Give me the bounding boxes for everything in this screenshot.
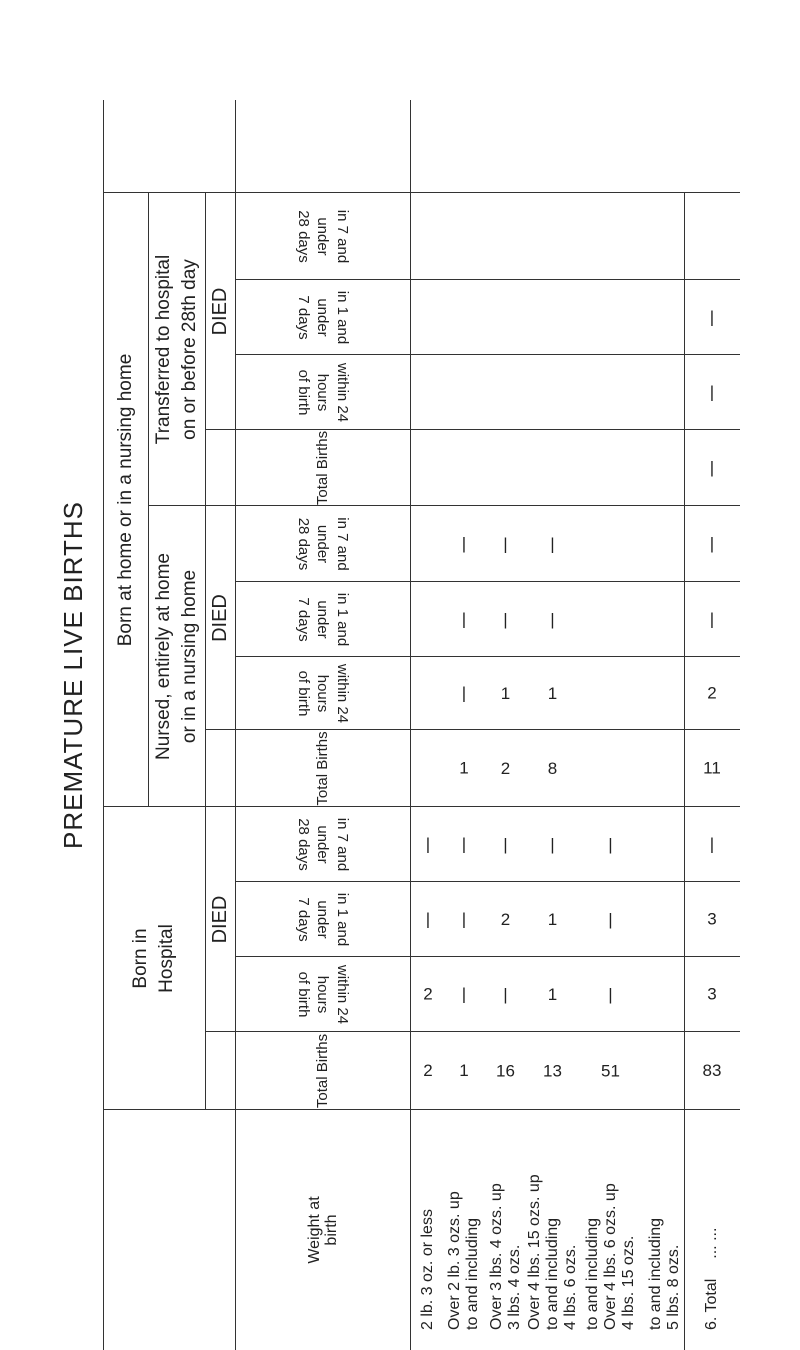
total-cell bbox=[669, 209, 756, 265]
weight-row-line: to and including bbox=[646, 1217, 664, 1330]
subheader-text: Total Births bbox=[313, 1033, 331, 1109]
subheader-text: within 24 hours bbox=[314, 663, 351, 724]
subheader-text: in 1 and under bbox=[314, 290, 351, 345]
table-cell: 51 bbox=[601, 1061, 620, 1080]
table-cell bbox=[573, 283, 648, 352]
subheader-text: of birth bbox=[294, 971, 312, 1018]
total-label: 6. Total bbox=[703, 1278, 720, 1330]
total-cell: 3 bbox=[707, 909, 717, 929]
table-cell: 16 bbox=[496, 1061, 515, 1080]
subheader-total bbox=[235, 1032, 410, 1110]
weight-row-line: 5 lbs. 8 ozs. bbox=[664, 1244, 682, 1330]
total-cell: | bbox=[709, 458, 715, 477]
weight-row-label bbox=[525, 1120, 579, 1330]
weight-row-line: 4 lbs. 15 ozs. bbox=[619, 1235, 637, 1330]
rule-right bbox=[103, 192, 740, 193]
table-cell: | bbox=[550, 609, 555, 629]
subheader-text: Total Births bbox=[313, 731, 331, 806]
subheader-total bbox=[235, 730, 410, 807]
table-cell: 1 bbox=[547, 909, 558, 929]
rule-column bbox=[205, 429, 740, 430]
total-row-label bbox=[684, 1120, 740, 1330]
weight-row-line: 3 lbs. 4 ozs. bbox=[505, 1244, 523, 1330]
table-cell: | bbox=[461, 909, 467, 929]
subheader-text: of birth bbox=[294, 670, 312, 717]
weight-row-line: to and including bbox=[464, 1217, 481, 1330]
subheader-text: 7 days bbox=[294, 597, 312, 642]
table-cell: | bbox=[461, 534, 467, 553]
weight-row-label bbox=[410, 1120, 446, 1330]
died-label: DIED bbox=[208, 895, 231, 944]
rule-died bbox=[205, 193, 206, 1110]
died-label: DIED bbox=[208, 287, 231, 336]
subheader-text: in 7 and under bbox=[314, 517, 351, 571]
table-cell: | bbox=[461, 834, 467, 854]
subheader-text: in 7 and under bbox=[314, 817, 351, 872]
rule-hospital-home bbox=[103, 806, 740, 807]
subheader-text: in 7 and under bbox=[314, 209, 351, 264]
rule-total-short bbox=[684, 1110, 685, 1350]
group-nursed-at-home-line: or in a nursing home bbox=[178, 569, 200, 744]
rule-nursed-transfer bbox=[148, 505, 740, 506]
weight-row-line: Over 2 lb. 3 ozs. up bbox=[446, 1191, 463, 1330]
weight-row-line: to and including bbox=[543, 1217, 561, 1330]
subheader-text: 28 days bbox=[294, 210, 312, 263]
group-nursed-at-home-line: Nursed, entirely at home bbox=[152, 553, 174, 760]
total-cell: | bbox=[709, 382, 715, 402]
group-born-in-hospital-line: Born in bbox=[130, 928, 152, 989]
table-cell: | bbox=[608, 909, 613, 929]
total-cell: 83 bbox=[702, 1061, 722, 1080]
weight-row-line: Over 4 lbs. 15 ozs. up bbox=[525, 1174, 543, 1330]
rule-column bbox=[235, 656, 740, 657]
table-cell bbox=[572, 734, 649, 803]
table-cell: | bbox=[461, 683, 467, 703]
subheader-within24 bbox=[235, 657, 410, 730]
total-cell: | bbox=[709, 834, 715, 854]
group-transferred-line: on or before 28th day bbox=[178, 259, 200, 440]
group-born-at-home: Born at home or in a nursing home bbox=[114, 353, 136, 647]
rule-total bbox=[684, 193, 685, 1110]
rule-subheader bbox=[235, 100, 236, 1350]
table-cell: 1 bbox=[459, 1061, 469, 1080]
table-cell: 13 bbox=[543, 1061, 562, 1080]
table-cell: | bbox=[503, 984, 508, 1004]
subheader-to7 bbox=[235, 882, 410, 957]
weight-row-label bbox=[446, 1120, 482, 1330]
subheader-to28 bbox=[235, 807, 410, 882]
table-cell: | bbox=[608, 834, 613, 854]
subheader-to7 bbox=[235, 582, 410, 657]
rule-column bbox=[235, 581, 740, 582]
weight-row-line: Over 4 lbs. 6 ozs. up bbox=[601, 1183, 619, 1330]
table-cell: | bbox=[608, 984, 613, 1004]
rule-column bbox=[205, 729, 740, 730]
rule-top bbox=[103, 100, 104, 1350]
group-born-in-hospital bbox=[103, 807, 205, 1110]
table-cell: 2 bbox=[500, 909, 511, 929]
subheader-text: Total Births bbox=[313, 430, 331, 506]
total-cell: 2 bbox=[707, 683, 717, 703]
subheader-text: 7 days bbox=[294, 897, 312, 942]
rule-column bbox=[235, 881, 740, 882]
total-cell: | bbox=[709, 534, 715, 553]
table-cell: | bbox=[503, 609, 508, 629]
total-cell: | bbox=[709, 609, 715, 629]
table-cell: 8 bbox=[547, 758, 558, 778]
subheader-text: 28 days bbox=[294, 818, 312, 871]
subheader-text: within 24 hours bbox=[314, 362, 351, 423]
table-cell: 1 bbox=[547, 984, 558, 1004]
rule-column bbox=[205, 1031, 740, 1032]
weight-row-line: 4 lbs. 6 ozs. bbox=[561, 1244, 579, 1330]
table-cell bbox=[574, 659, 647, 728]
table-cell: 2 bbox=[423, 984, 433, 1004]
group-transferred-line: Transferred to hospital bbox=[152, 254, 174, 445]
rule-data-top bbox=[410, 100, 411, 1350]
table-cell: | bbox=[425, 834, 431, 854]
weight-row-label bbox=[482, 1120, 529, 1330]
weight-header-line: birth bbox=[322, 1214, 340, 1246]
subheader-within24 bbox=[235, 355, 410, 430]
subheader-within24 bbox=[235, 957, 410, 1032]
subheader-text: in 1 and under bbox=[314, 592, 351, 647]
total-cell: 3 bbox=[707, 984, 717, 1004]
table-cell bbox=[573, 510, 649, 579]
rule-column bbox=[235, 354, 740, 355]
table-cell bbox=[573, 585, 648, 654]
table-cell: 1 bbox=[547, 683, 558, 703]
table-cell: | bbox=[461, 984, 467, 1004]
weight-header bbox=[235, 1110, 410, 1350]
group-nursed-at-home bbox=[148, 506, 205, 807]
table-cell bbox=[573, 434, 649, 503]
weight-header-line: Weight at bbox=[305, 1196, 323, 1264]
table-cell: | bbox=[503, 834, 508, 854]
total-cell: | bbox=[709, 307, 715, 327]
weight-row-label bbox=[645, 1120, 684, 1330]
subheader-total bbox=[235, 430, 410, 506]
died-label: DIED bbox=[208, 594, 231, 642]
rule-group bbox=[148, 193, 149, 807]
group-transferred bbox=[148, 193, 205, 506]
table-cell: | bbox=[550, 834, 555, 854]
table-cell: 1 bbox=[459, 758, 469, 778]
table-cell: 2 bbox=[500, 758, 511, 778]
group-born-in-hospital-line: Hospital bbox=[156, 924, 177, 993]
weight-row-line: 2 lb. 3 oz. or less bbox=[419, 1209, 436, 1330]
table-cell: 1 bbox=[500, 683, 511, 703]
subheader-text: within 24 hours bbox=[314, 964, 351, 1025]
table-cell: | bbox=[425, 909, 431, 929]
page-title: PREMATURE LIVE BIRTHS bbox=[58, 501, 88, 849]
rule-column bbox=[235, 279, 740, 280]
table-cell bbox=[567, 202, 654, 271]
rule-weight-col bbox=[103, 1109, 740, 1110]
total-dots: ... ... bbox=[703, 1227, 720, 1259]
subheader-text: 7 days bbox=[294, 295, 312, 340]
subheader-text: 28 days bbox=[294, 517, 312, 571]
total-cell: 11 bbox=[703, 758, 721, 778]
table-cell: 2 bbox=[423, 1061, 433, 1080]
subheader-to28 bbox=[235, 506, 410, 582]
weight-row-line: to and including bbox=[583, 1217, 601, 1330]
subheader-text: in 1 and under bbox=[314, 892, 351, 947]
table-cell: | bbox=[461, 609, 467, 629]
table-cell: | bbox=[503, 534, 508, 553]
subheader-text: of birth bbox=[294, 369, 312, 416]
weight-row-line: Over 3 lbs. 4 ozs. up bbox=[487, 1183, 505, 1330]
rule-column bbox=[235, 956, 740, 957]
table-cell: | bbox=[550, 534, 555, 553]
table-cell bbox=[573, 358, 648, 427]
subheader-to7 bbox=[235, 280, 410, 355]
weight-row-label bbox=[576, 1120, 645, 1330]
